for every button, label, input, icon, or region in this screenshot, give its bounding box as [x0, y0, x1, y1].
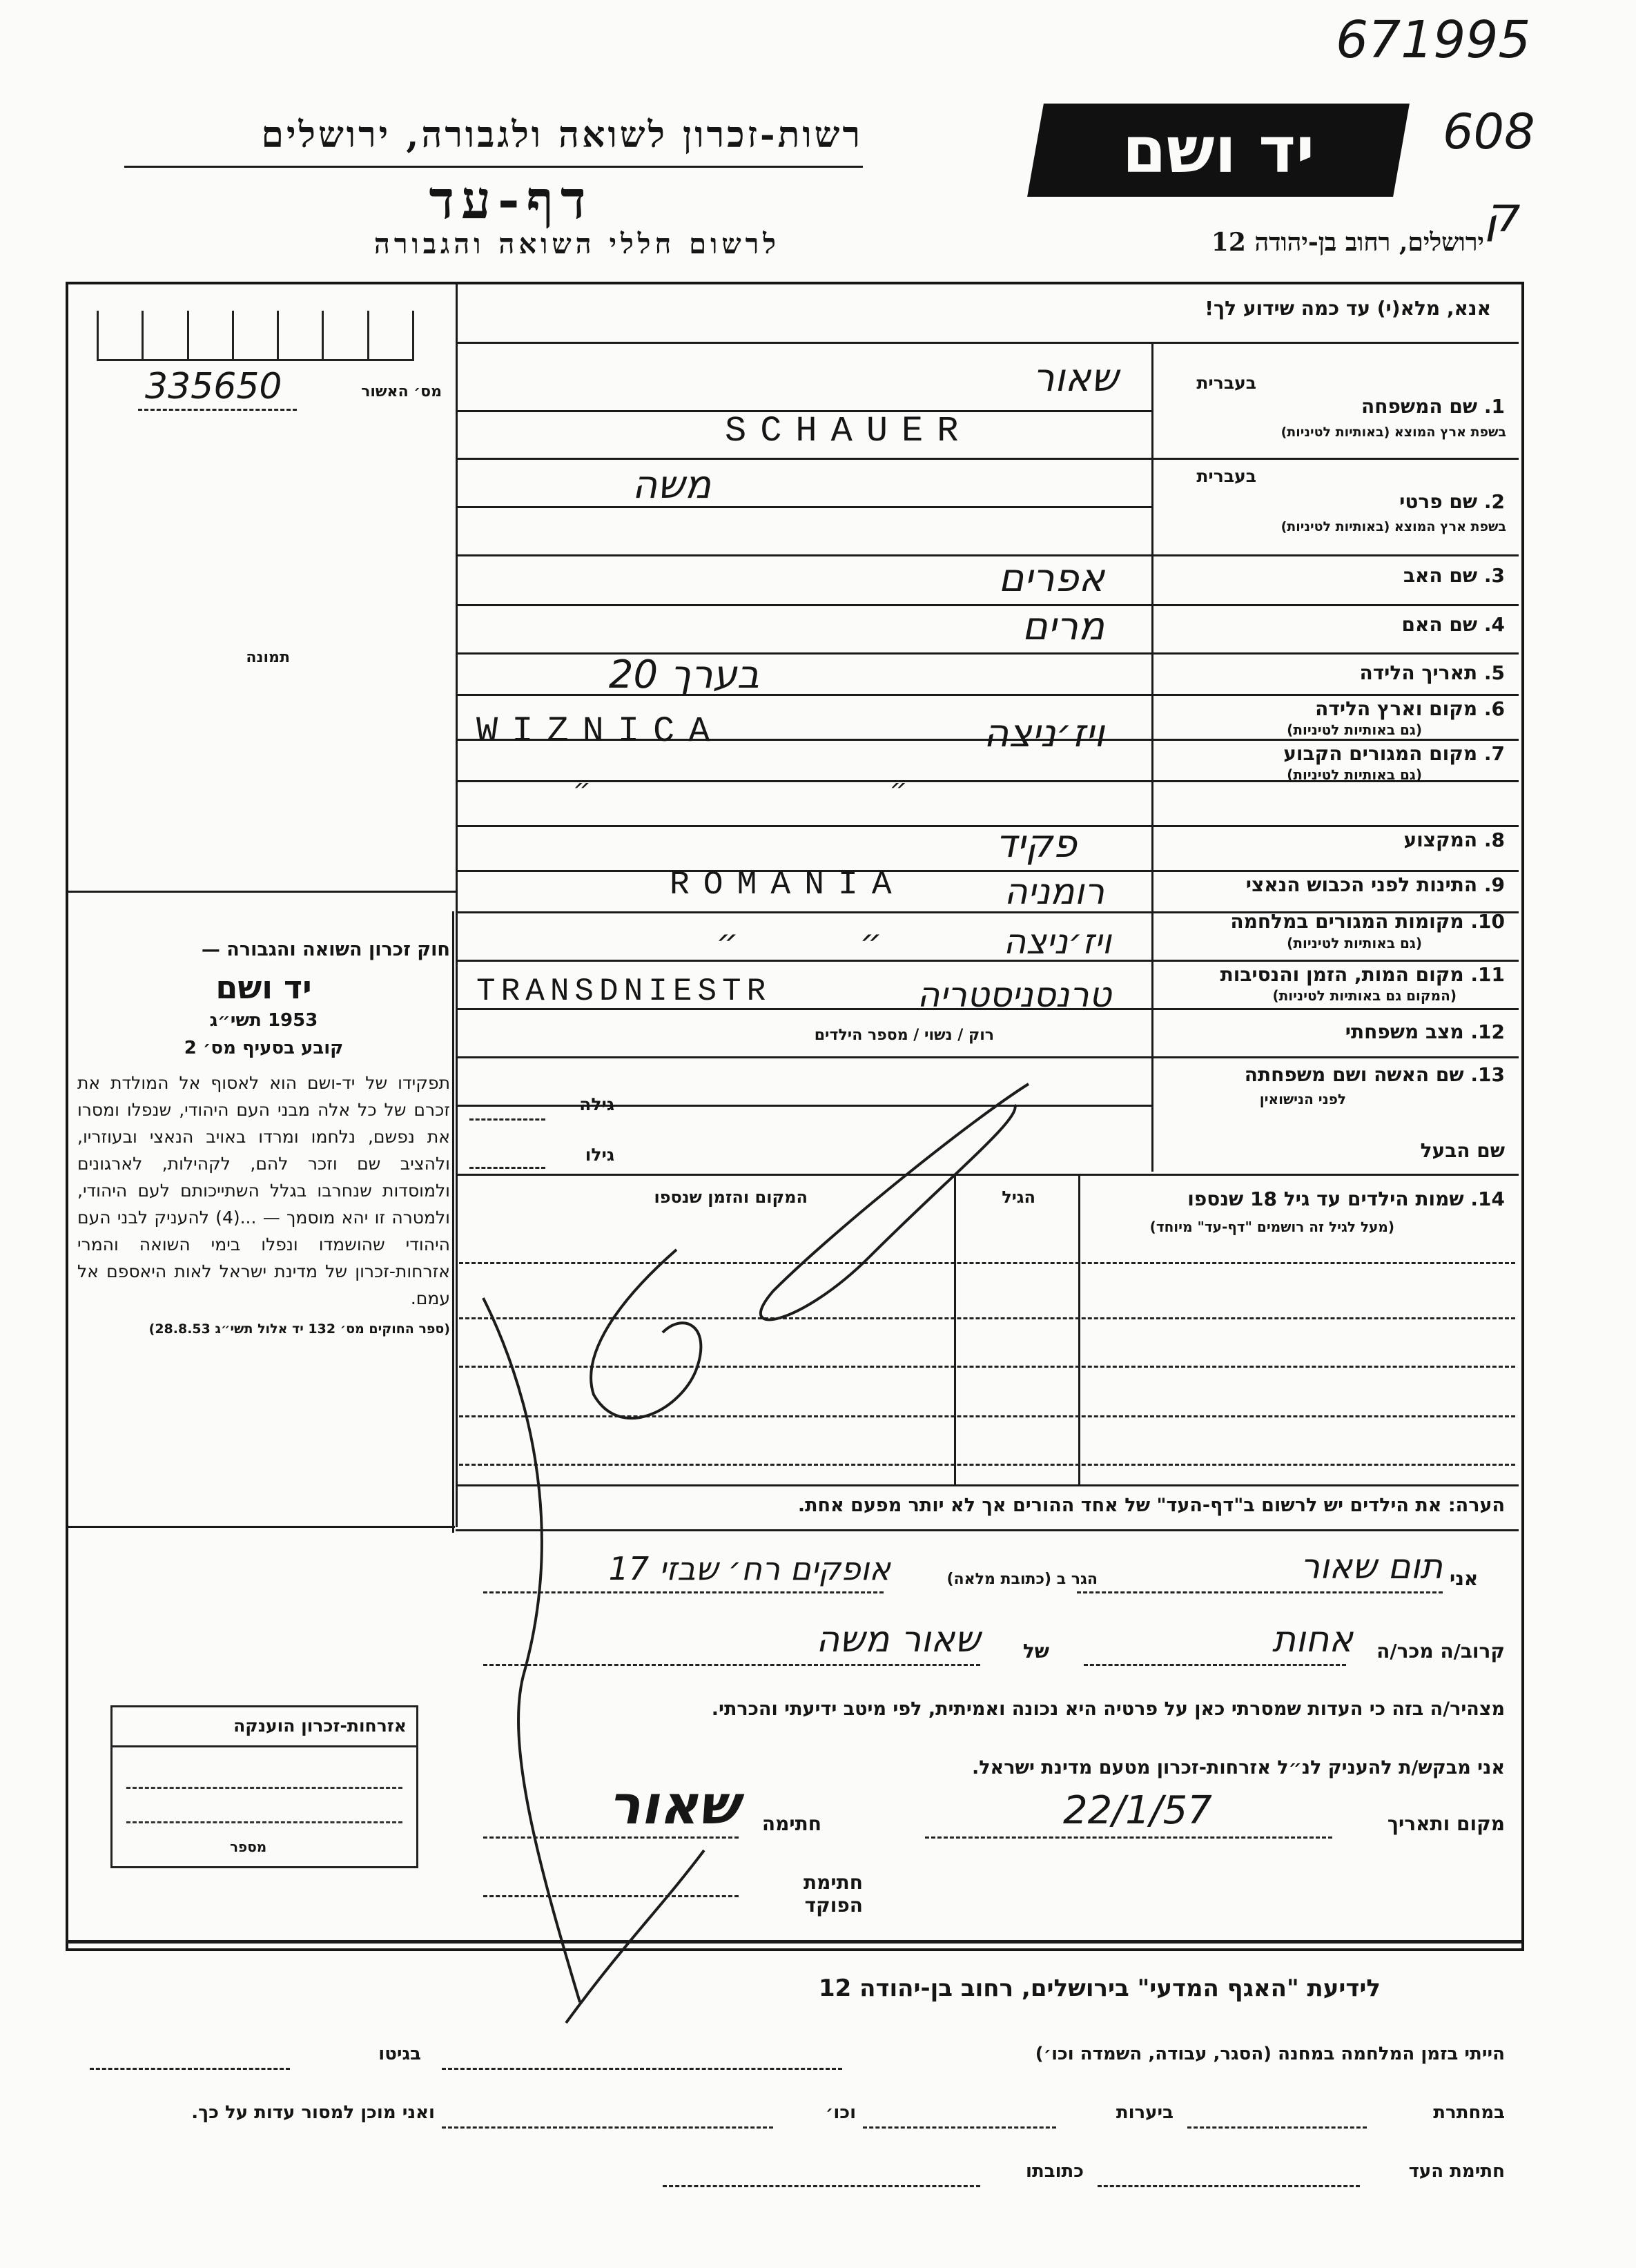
declarant-ani: אני: [1450, 1567, 1479, 1590]
field-2-lang-origin: בשפת ארץ המוצא (באותיות לטיניות): [1280, 519, 1506, 534]
authority-name: רשות-זכרון לשואה ולגבורה, ירושלים: [261, 114, 863, 156]
pen-loop: [591, 1250, 701, 1418]
field-5-label: 5. תאריך הלידה: [1359, 661, 1505, 684]
bottom-line3-start: חתימת העד: [1408, 2161, 1505, 2182]
officer-label: חתימת הפוקד: [804, 1871, 863, 1917]
children-title: 14. שמות הילדים עד גיל 18 שנספו: [1187, 1188, 1505, 1210]
children-note: הערה: את הילדים יש לרשום ב"דף-העד" של אחד ההורים אך לא יותר מפעם אחת.: [797, 1495, 1505, 1516]
citizenship-box-number-label: מספר: [230, 1839, 267, 1855]
header-address: ירושלים, רחוב בן-יהודה 12: [1211, 228, 1484, 257]
field-10-note: (גם באותיות לטיניות): [1287, 935, 1422, 951]
of-name: שאור משה: [816, 1619, 980, 1660]
field-1-lang-origin: בשפת ארץ המוצא (באותיות לטיניות): [1280, 425, 1506, 440]
field-12-label: 12. מצב משפחתי: [1345, 1020, 1505, 1043]
field-13-age-label: גילה: [579, 1094, 614, 1114]
request-text: אני מבקש/ת להעניק לנ״ל אזרחות-זכרון מטעם מדינת ישראל.: [971, 1757, 1505, 1778]
approval-number: 335650: [145, 366, 282, 407]
declarant-name: תום שאור: [1300, 1547, 1443, 1587]
field-7-label: 7. מקום המגורים הקבוע: [1283, 742, 1505, 765]
children-col-place: המקום והזמן שנספו: [654, 1188, 808, 1207]
field-12-value: רוק / נשוי / מספר הילדים: [814, 1027, 994, 1044]
signature-label: חתימה: [761, 1812, 821, 1835]
of-label: של: [1022, 1640, 1049, 1663]
field-6-value-latin: WIZNICA: [476, 711, 724, 752]
relation-value: אחות: [1272, 1619, 1353, 1660]
pen-stroke: [483, 1298, 580, 2002]
field-10-value: ויז׳ניצה ״ ״: [716, 922, 1111, 962]
field-1-label: 1. שם המשפחה: [1361, 395, 1505, 418]
field-4-label: 4. שם האם: [1401, 613, 1505, 636]
field-8-value: פקיד: [995, 822, 1077, 866]
field-11-value-latin: TRANSDNIESTR: [476, 973, 772, 1009]
field-13-note: לפני הנישואין: [1259, 1091, 1346, 1107]
children-col-age: הגיל: [1002, 1188, 1035, 1207]
bottom-line3-end: כתובתו: [1026, 2161, 1084, 2182]
field-11-label: 11. מקום המות, הזמן והנסיבות: [1220, 963, 1505, 986]
law-body: תפקידו של יד-ושם הוא לאסוף אל המולדת את זכרם של כל אלה מבני העם היהודי, שנפלו ומסרו את נפשם, נלחמו ומרדו באויב הנאצי ובעוזריו, ולהציב שם וזכר להם, לקהילות, לארגונים ולמוסדות שנחרבו בגלל השתייכותם לעם היהודי, ולמטרה זו יהא מוסמך — ...(4) להעניק לבני העם היהודי שהושמדו ונפלו בימי השואה והמרי אזרחות-זכרון של מדינת ישראל לאות היאספם אל עמם.: [77, 1073, 450, 1308]
field-9-value-hebrew: רומניה: [1004, 871, 1104, 913]
law-name: יד ושם: [215, 969, 312, 1006]
law-section: קובע בסעיף מס׳ 2: [184, 1038, 344, 1058]
pen-loop: [761, 1084, 1029, 1319]
field-1-lang-hebrew: בעברית: [1196, 373, 1256, 393]
form-subtitle: לרשום חללי השואה והגבורה: [373, 228, 780, 260]
declarant-address: אופקים רח׳ שבזי 17: [608, 1550, 890, 1587]
field-9-label: 9. התינות לפני הכבוש הנאצי: [1245, 873, 1505, 896]
field-7-value: ״ ״: [573, 773, 908, 805]
husband-age-label: גילו: [585, 1145, 614, 1165]
declarant-signature: שאור: [608, 1774, 739, 1836]
field-8-label: 8. המקצוע: [1403, 828, 1505, 851]
photo-label: תמונה: [246, 649, 290, 666]
field-11-value-hebrew: טרנסניסטריה: [917, 975, 1111, 1015]
law-reference: (ספר החוקים מס׳ 132 יד אלול תשי״ג 28.8.53): [148, 1321, 450, 1337]
field-2-lang-hebrew: בעברית: [1196, 466, 1256, 486]
field-6-value-hebrew: ויז׳ניצה: [983, 711, 1104, 756]
field-11-note: (המקום גם באותיות לטיניות): [1272, 987, 1457, 1004]
field-10-label: 10. מקומות המגורים במלחמה: [1230, 910, 1505, 933]
logo-text: יד ושם: [1122, 113, 1315, 187]
archive-number-top: 671995: [1336, 10, 1531, 70]
law-title: חוק זכרון השואה והגבורה —: [201, 939, 450, 960]
archive-number-third: ק: [1484, 186, 1519, 243]
field-3-label: 3. שם האב: [1403, 564, 1505, 587]
field-1-value-hebrew: שאור: [1033, 356, 1118, 400]
field-6-label: 6. מקום וארץ הלידה: [1315, 697, 1505, 720]
field-2-value-hebrew: משה: [632, 463, 711, 507]
bottom-line2-end: ואני מוכן למסור עדות על כך.: [191, 2102, 435, 2123]
intro-text: אנא, מלא(י) עד כמה שידוע לך!: [1205, 297, 1491, 320]
field-2-label: 2. שם פרטי: [1399, 490, 1505, 513]
field-6-note: (גם באותיות לטיניות): [1287, 721, 1422, 738]
field-1-value-latin: SCHAUER: [725, 411, 973, 452]
pen-stroke: [566, 1850, 704, 2023]
bottom-line2-mid2: וכו׳: [825, 2102, 856, 2123]
date-value: 22/1/57: [1063, 1788, 1212, 1833]
children-subtitle: (מעל לגיל זה רושמים "דף-עד" מיוחד): [1149, 1219, 1394, 1235]
field-7-note: (גם באותיות לטיניות): [1287, 766, 1422, 783]
bottom-heading: לידיעת "האגף המדעי" בירושלים, רחוב בן-יהודה 12: [818, 1975, 1381, 2002]
field-4-value: מרים: [1022, 604, 1104, 649]
place-date-label: מקום ותאריך: [1387, 1812, 1505, 1835]
bottom-line1-end: בגיטו: [378, 2044, 421, 2064]
husband-label: שם הבעל: [1420, 1139, 1505, 1162]
citizenship-box-title: אזרחות-זכרון הוענקה: [233, 1716, 407, 1736]
field-5-value: בערך 20: [608, 652, 759, 697]
field-13-label: 13. שם האשה ושם משפחתה: [1244, 1063, 1505, 1086]
declaration-text: מצהיר/ה בזה כי העדות שמסרתי כאן על פרטיה היא נכונה ואמיתית, לפי מיטב ידיעתי והכרתי.: [711, 1698, 1505, 1720]
bottom-line1: הייתי בזמן המלחמה במחנה (הסגר, עבודה, השמדה וכו׳): [1035, 2044, 1505, 2064]
bottom-line2-start: במחתרת: [1433, 2102, 1505, 2123]
field-9-value-latin: ROMANIA: [670, 866, 906, 904]
archive-number-second: 608: [1443, 104, 1535, 160]
relation-label: קרוב/ה מכר/ה: [1376, 1640, 1505, 1663]
bottom-line2-mid1: ביערות: [1116, 2102, 1174, 2123]
form-title: דף-עד: [429, 169, 593, 231]
approval-label: מס׳ האשור: [361, 383, 442, 400]
resident-label: הגר ב (כתובת מלאה): [946, 1571, 1098, 1588]
field-3-value: אפרים: [998, 556, 1104, 601]
law-year: 1953 תשי״ג: [209, 1010, 318, 1031]
